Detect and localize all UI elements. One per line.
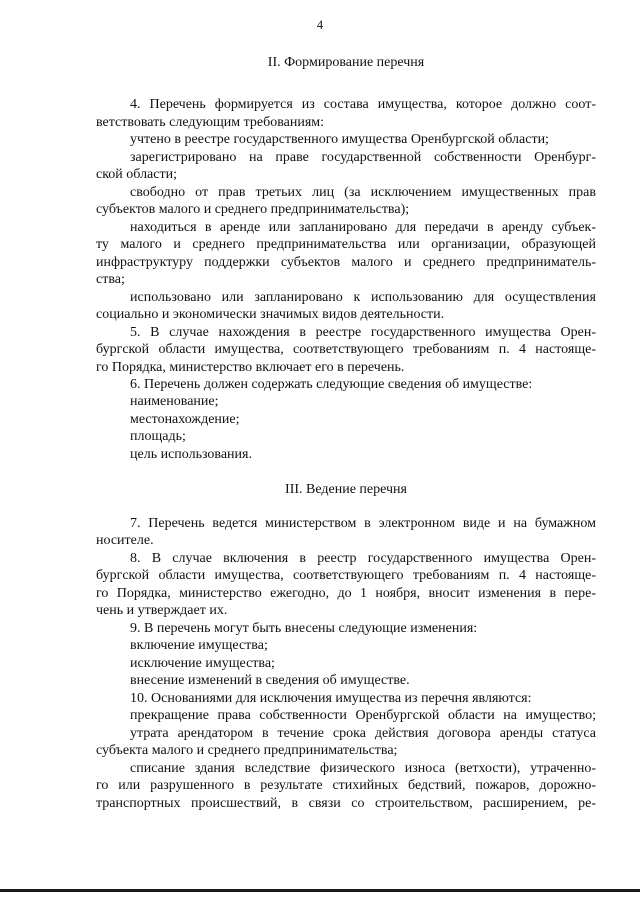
text-line: исключение имущества; xyxy=(130,656,275,671)
text-line: свободно от прав третьих лиц (за исключением имущественных прав xyxy=(130,185,596,200)
bottom-rule xyxy=(0,889,640,892)
text-line: носителе. xyxy=(96,533,154,548)
text-line: чень и утверждает их. xyxy=(96,603,228,618)
section-heading-formation: II. Формирование перечня xyxy=(267,55,425,70)
text-line: инфраструктуру поддержки субъектов малого и среднего предприниматель- xyxy=(96,255,596,270)
page-number: 4 xyxy=(316,18,324,32)
text-line: списание здания вследствие физического износа (ветхости), утраченно- xyxy=(130,761,596,776)
text-line: ветствовать следующим требованиям: xyxy=(96,115,325,130)
text-line: зарегистрировано на праве государственной собственности Оренбург- xyxy=(130,150,596,165)
text-line: субъектов малого и среднего предпринимательства); xyxy=(96,202,410,217)
text-line: 5. В случае нахождения в реестре государственного имущества Орен- xyxy=(130,325,596,340)
text-line: 6. Перечень должен содержать следующие сведения об имуществе: xyxy=(130,377,533,392)
text-line: наименование; xyxy=(130,394,219,409)
text-line: го Порядка, министерство ежегодно, до 1 ноября, вносит изменения в пере- xyxy=(96,586,596,601)
text-line: бургской области имущества, соответствующего требованиям п. 4 настояще- xyxy=(96,342,596,357)
text-line: субъекта малого и среднего предпринимательства; xyxy=(96,743,398,758)
text-line: 10. Основаниями для исключения имущества из перечня являются: xyxy=(130,691,532,706)
text-line: 4. Перечень формируется из состава имущества, которое должно соот- xyxy=(130,97,596,112)
text-line: транспортных происшествий, в связи со строительством, расширением, ре- xyxy=(96,796,596,811)
text-line: 9. В перечень могут быть внесены следующие изменения: xyxy=(130,621,478,636)
text-line: 7. Перечень ведется министерством в электронном виде и на бумажном xyxy=(130,516,596,531)
text-line: ту малого и среднего предпринимательства или организации, образующей xyxy=(96,237,596,252)
text-line: социально и экономически значимых видов деятельности. xyxy=(96,307,445,322)
text-line: местонахождение; xyxy=(130,412,240,427)
text-line: ской области; xyxy=(96,167,177,182)
section-heading-maintenance: III. Ведение перечня xyxy=(285,482,407,497)
text-line: го или разрушенного в результате стихийных бедствий, пожаров, дорожно- xyxy=(96,778,596,793)
text-line: учтено в реестре государственного имущества Оренбургской области; xyxy=(130,132,549,147)
text-line: го Порядка, министерство включает его в перечень. xyxy=(96,360,405,375)
text-line: 8. В случае включения в реестр государственного имущества Орен- xyxy=(130,551,596,566)
text-line: утрата арендатором в течение срока действия договора аренды статуса xyxy=(130,726,596,741)
text-line: использовано или запланировано к использованию для осуществления xyxy=(130,290,596,305)
text-line: площадь; xyxy=(130,429,186,444)
text-line: бургской области имущества, соответствующего требованиям п. 4 настояще- xyxy=(96,568,596,583)
text-line: внесение изменений в сведения об имуществе. xyxy=(130,673,410,688)
text-line: включение имущества; xyxy=(130,638,268,653)
text-line: прекращение права собственности Оренбургской области на имущество; xyxy=(130,708,596,723)
text-line: цель использования. xyxy=(130,447,252,462)
text-line: находиться в аренде или запланировано для передачи в аренду субъек- xyxy=(130,220,596,235)
text-line: ства; xyxy=(96,272,125,287)
